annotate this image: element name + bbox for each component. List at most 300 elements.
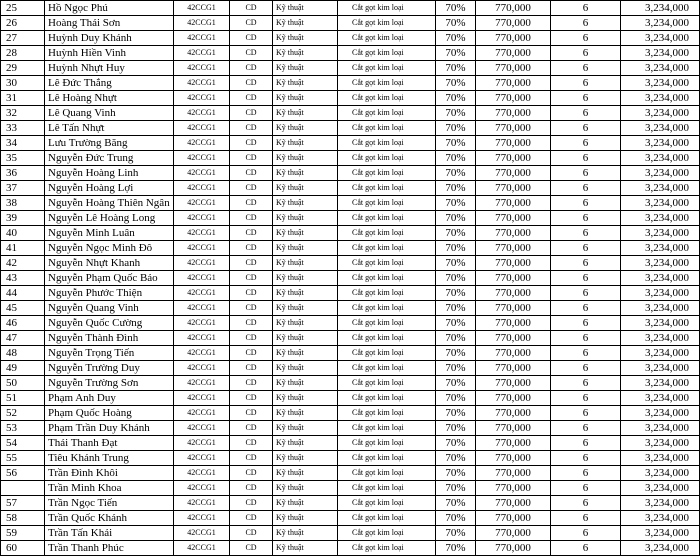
row-number-cell: 40 [1, 226, 45, 241]
education-level-cell: CD [230, 526, 273, 541]
department-cell: Kỹ thuật [273, 241, 338, 256]
major-cell: Cắt gọt kim loại [338, 121, 436, 136]
class-code-cell: 42CCG1 [174, 316, 230, 331]
education-level-cell: CD [230, 481, 273, 496]
monthly-fee-cell: 770,000 [476, 421, 551, 436]
major-cell: Cắt gọt kim loại [338, 136, 436, 151]
department-cell: Kỹ thuật [273, 1, 338, 16]
class-code-cell: 42CCG1 [174, 271, 230, 286]
table-row [1, 436, 700, 451]
education-level-cell: CD [230, 466, 273, 481]
table-row [1, 376, 700, 391]
major-cell: Cắt gọt kim loại [338, 271, 436, 286]
department-cell: Kỹ thuật [273, 421, 338, 436]
major-cell: Cắt gọt kim loại [338, 436, 436, 451]
row-number-cell: 39 [1, 211, 45, 226]
education-level-cell: CD [230, 376, 273, 391]
major-cell: Cắt gọt kim loại [338, 241, 436, 256]
support-percent-cell: 70% [436, 181, 476, 196]
class-code-cell: 42CCG1 [174, 286, 230, 301]
major-cell: Cắt gọt kim loại [338, 316, 436, 331]
monthly-fee-cell: 770,000 [476, 106, 551, 121]
education-level-cell: CD [230, 511, 273, 526]
row-number-cell [1, 481, 45, 496]
months-count-cell: 6 [551, 91, 621, 106]
monthly-fee-cell: 770,000 [476, 1, 551, 16]
student-name-cell: Thái Thanh Đạt [45, 436, 174, 451]
support-percent-cell: 70% [436, 1, 476, 16]
education-level-cell: CD [230, 106, 273, 121]
total-amount-cell: 3,234,000 [621, 181, 700, 196]
department-cell: Kỹ thuật [273, 106, 338, 121]
education-level-cell: CD [230, 496, 273, 511]
major-cell: Cắt gọt kim loại [338, 16, 436, 31]
support-percent-cell: 70% [436, 421, 476, 436]
student-name-cell: Hoàng Thái Sơn [45, 16, 174, 31]
education-level-cell: CD [230, 166, 273, 181]
table-row [1, 286, 700, 301]
department-cell: Kỹ thuật [273, 181, 338, 196]
student-name-cell: Nguyễn Phước Thiện [45, 286, 174, 301]
department-cell: Kỹ thuật [273, 406, 338, 421]
major-cell: Cắt gọt kim loại [338, 331, 436, 346]
total-amount-cell: 3,234,000 [621, 511, 700, 526]
months-count-cell: 6 [551, 16, 621, 31]
department-cell: Kỹ thuật [273, 136, 338, 151]
major-cell: Cắt gọt kim loại [338, 421, 436, 436]
table-row [1, 151, 700, 166]
row-number-cell: 48 [1, 346, 45, 361]
department-cell: Kỹ thuật [273, 16, 338, 31]
class-code-cell: 42CCG1 [174, 211, 230, 226]
education-level-cell: CD [230, 121, 273, 136]
department-cell: Kỹ thuật [273, 196, 338, 211]
total-amount-cell: 3,234,000 [621, 331, 700, 346]
monthly-fee-cell: 770,000 [476, 61, 551, 76]
monthly-fee-cell: 770,000 [476, 256, 551, 271]
monthly-fee-cell: 770,000 [476, 496, 551, 511]
student-name-cell: Nguyễn Lê Hoàng Long [45, 211, 174, 226]
major-cell: Cắt gọt kim loại [338, 511, 436, 526]
monthly-fee-cell: 770,000 [476, 346, 551, 361]
row-number-cell: 57 [1, 496, 45, 511]
department-cell: Kỹ thuật [273, 346, 338, 361]
total-amount-cell: 3,234,000 [621, 106, 700, 121]
total-amount-cell: 3,234,000 [621, 481, 700, 496]
total-amount-cell: 3,234,000 [621, 316, 700, 331]
support-percent-cell: 70% [436, 91, 476, 106]
major-cell: Cắt gọt kim loại [338, 361, 436, 376]
department-cell: Kỹ thuật [273, 61, 338, 76]
total-amount-cell: 3,234,000 [621, 46, 700, 61]
table-row [1, 481, 700, 496]
months-count-cell: 6 [551, 256, 621, 271]
support-percent-cell: 70% [436, 481, 476, 496]
monthly-fee-cell: 770,000 [476, 151, 551, 166]
class-code-cell: 42CCG1 [174, 436, 230, 451]
student-name-cell: Nguyễn Trường Duy [45, 361, 174, 376]
table-row [1, 16, 700, 31]
row-number-cell: 38 [1, 196, 45, 211]
major-cell: Cắt gọt kim loại [338, 211, 436, 226]
total-amount-cell: 3,234,000 [621, 61, 700, 76]
support-percent-cell: 70% [436, 301, 476, 316]
support-percent-cell: 70% [436, 166, 476, 181]
class-code-cell: 42CCG1 [174, 106, 230, 121]
education-level-cell: CD [230, 76, 273, 91]
monthly-fee-cell: 770,000 [476, 436, 551, 451]
education-level-cell: CD [230, 331, 273, 346]
months-count-cell: 6 [551, 271, 621, 286]
row-number-cell: 51 [1, 391, 45, 406]
total-amount-cell: 3,234,000 [621, 196, 700, 211]
row-number-cell: 27 [1, 31, 45, 46]
student-name-cell: Lưu Trường Băng [45, 136, 174, 151]
education-level-cell: CD [230, 406, 273, 421]
total-amount-cell: 3,234,000 [621, 166, 700, 181]
department-cell: Kỹ thuật [273, 46, 338, 61]
table-row [1, 136, 700, 151]
class-code-cell: 42CCG1 [174, 496, 230, 511]
monthly-fee-cell: 770,000 [476, 541, 551, 556]
class-code-cell: 42CCG1 [174, 151, 230, 166]
table-row [1, 391, 700, 406]
total-amount-cell: 3,234,000 [621, 226, 700, 241]
row-number-cell: 52 [1, 406, 45, 421]
support-percent-cell: 70% [436, 496, 476, 511]
class-code-cell: 42CCG1 [174, 511, 230, 526]
class-code-cell: 42CCG1 [174, 361, 230, 376]
support-percent-cell: 70% [436, 346, 476, 361]
table-row [1, 1, 700, 16]
row-number-cell: 44 [1, 286, 45, 301]
major-cell: Cắt gọt kim loại [338, 91, 436, 106]
monthly-fee-cell: 770,000 [476, 196, 551, 211]
class-code-cell: 42CCG1 [174, 136, 230, 151]
student-name-cell: Nguyễn Thành Đình [45, 331, 174, 346]
row-number-cell: 28 [1, 46, 45, 61]
months-count-cell: 6 [551, 466, 621, 481]
student-name-cell: Nguyễn Quang Vinh [45, 301, 174, 316]
monthly-fee-cell: 770,000 [476, 121, 551, 136]
education-level-cell: CD [230, 256, 273, 271]
monthly-fee-cell: 770,000 [476, 16, 551, 31]
table-row [1, 346, 700, 361]
months-count-cell: 6 [551, 61, 621, 76]
class-code-cell: 42CCG1 [174, 481, 230, 496]
row-number-cell: 53 [1, 421, 45, 436]
total-amount-cell: 3,234,000 [621, 496, 700, 511]
education-level-cell: CD [230, 181, 273, 196]
row-number-cell: 43 [1, 271, 45, 286]
education-level-cell: CD [230, 61, 273, 76]
row-number-cell: 54 [1, 436, 45, 451]
total-amount-cell: 3,234,000 [621, 421, 700, 436]
student-name-cell: Phạm Trần Duy Khánh [45, 421, 174, 436]
department-cell: Kỹ thuật [273, 256, 338, 271]
education-level-cell: CD [230, 346, 273, 361]
student-name-cell: Lê Tấn Nhựt [45, 121, 174, 136]
months-count-cell: 6 [551, 391, 621, 406]
student-name-cell: Huỳnh Nhựt Huy [45, 61, 174, 76]
class-code-cell: 42CCG1 [174, 391, 230, 406]
row-number-cell: 59 [1, 526, 45, 541]
student-name-cell: Nguyễn Hoàng Lợi [45, 181, 174, 196]
months-count-cell: 6 [551, 196, 621, 211]
student-name-cell: Nguyễn Hoàng Linh [45, 166, 174, 181]
student-name-cell: Phạm Quốc Hoàng [45, 406, 174, 421]
major-cell: Cắt gọt kim loại [338, 256, 436, 271]
student-name-cell: Hồ Ngọc Phú [45, 1, 174, 16]
education-level-cell: CD [230, 226, 273, 241]
education-level-cell: CD [230, 16, 273, 31]
class-code-cell: 42CCG1 [174, 346, 230, 361]
total-amount-cell: 3,234,000 [621, 376, 700, 391]
monthly-fee-cell: 770,000 [476, 376, 551, 391]
education-level-cell: CD [230, 196, 273, 211]
department-cell: Kỹ thuật [273, 91, 338, 106]
monthly-fee-cell: 770,000 [476, 46, 551, 61]
monthly-fee-cell: 770,000 [476, 166, 551, 181]
department-cell: Kỹ thuật [273, 481, 338, 496]
class-code-cell: 42CCG1 [174, 61, 230, 76]
student-name-cell: Phạm Anh Duy [45, 391, 174, 406]
class-code-cell: 42CCG1 [174, 541, 230, 556]
class-code-cell: 42CCG1 [174, 91, 230, 106]
major-cell: Cắt gọt kim loại [338, 166, 436, 181]
table-row [1, 496, 700, 511]
monthly-fee-cell: 770,000 [476, 211, 551, 226]
table-row [1, 241, 700, 256]
support-percent-cell: 70% [436, 376, 476, 391]
support-percent-cell: 70% [436, 436, 476, 451]
student-name-cell: Lê Quang Vinh [45, 106, 174, 121]
education-level-cell: CD [230, 241, 273, 256]
class-code-cell: 42CCG1 [174, 31, 230, 46]
monthly-fee-cell: 770,000 [476, 301, 551, 316]
total-amount-cell: 3,234,000 [621, 76, 700, 91]
department-cell: Kỹ thuật [273, 436, 338, 451]
education-level-cell: CD [230, 451, 273, 466]
major-cell: Cắt gọt kim loại [338, 181, 436, 196]
months-count-cell: 6 [551, 541, 621, 556]
major-cell: Cắt gọt kim loại [338, 526, 436, 541]
table-row [1, 406, 700, 421]
student-name-cell: Huỳnh Duy Khánh [45, 31, 174, 46]
department-cell: Kỹ thuật [273, 301, 338, 316]
row-number-cell: 36 [1, 166, 45, 181]
table-row [1, 511, 700, 526]
monthly-fee-cell: 770,000 [476, 286, 551, 301]
education-level-cell: CD [230, 391, 273, 406]
months-count-cell: 6 [551, 496, 621, 511]
education-level-cell: CD [230, 1, 273, 16]
row-number-cell: 58 [1, 511, 45, 526]
table-row [1, 301, 700, 316]
monthly-fee-cell: 770,000 [476, 316, 551, 331]
table-row [1, 541, 700, 556]
row-number-cell: 42 [1, 256, 45, 271]
months-count-cell: 6 [551, 241, 621, 256]
support-percent-cell: 70% [436, 241, 476, 256]
major-cell: Cắt gọt kim loại [338, 61, 436, 76]
student-name-cell: Trần Tấn Khải [45, 526, 174, 541]
months-count-cell: 6 [551, 481, 621, 496]
education-level-cell: CD [230, 316, 273, 331]
department-cell: Kỹ thuật [273, 211, 338, 226]
education-level-cell: CD [230, 31, 273, 46]
support-percent-cell: 70% [436, 31, 476, 46]
monthly-fee-cell: 770,000 [476, 136, 551, 151]
months-count-cell: 6 [551, 181, 621, 196]
table-row [1, 121, 700, 136]
student-name-cell: Nguyễn Đức Trung [45, 151, 174, 166]
department-cell: Kỹ thuật [273, 376, 338, 391]
student-name-cell: Nguyễn Ngọc Minh Đô [45, 241, 174, 256]
table-row [1, 181, 700, 196]
monthly-fee-cell: 770,000 [476, 511, 551, 526]
row-number-cell: 55 [1, 451, 45, 466]
table-row [1, 256, 700, 271]
row-number-cell: 33 [1, 121, 45, 136]
row-number-cell: 32 [1, 106, 45, 121]
class-code-cell: 42CCG1 [174, 241, 230, 256]
support-percent-cell: 70% [436, 271, 476, 286]
department-cell: Kỹ thuật [273, 166, 338, 181]
monthly-fee-cell: 770,000 [476, 76, 551, 91]
student-name-cell: Nguyễn Phạm Quốc Bảo [45, 271, 174, 286]
months-count-cell: 6 [551, 316, 621, 331]
support-percent-cell: 70% [436, 211, 476, 226]
support-percent-cell: 70% [436, 361, 476, 376]
support-percent-cell: 70% [436, 331, 476, 346]
education-level-cell: CD [230, 91, 273, 106]
table-row [1, 61, 700, 76]
table-row [1, 331, 700, 346]
class-code-cell: 42CCG1 [174, 421, 230, 436]
support-percent-cell: 70% [436, 46, 476, 61]
support-percent-cell: 70% [436, 136, 476, 151]
support-percent-cell: 70% [436, 16, 476, 31]
monthly-fee-cell: 770,000 [476, 226, 551, 241]
months-count-cell: 6 [551, 346, 621, 361]
row-number-cell: 29 [1, 61, 45, 76]
class-code-cell: 42CCG1 [174, 76, 230, 91]
support-percent-cell: 70% [436, 391, 476, 406]
major-cell: Cắt gọt kim loại [338, 76, 436, 91]
student-name-cell: Nguyễn Trọng Tiến [45, 346, 174, 361]
support-percent-cell: 70% [436, 406, 476, 421]
table-row [1, 76, 700, 91]
monthly-fee-cell: 770,000 [476, 391, 551, 406]
support-percent-cell: 70% [436, 226, 476, 241]
monthly-fee-cell: 770,000 [476, 31, 551, 46]
table-row [1, 451, 700, 466]
total-amount-cell: 3,234,000 [621, 16, 700, 31]
department-cell: Kỹ thuật [273, 331, 338, 346]
class-code-cell: 42CCG1 [174, 196, 230, 211]
total-amount-cell: 3,234,000 [621, 286, 700, 301]
major-cell: Cắt gọt kim loại [338, 391, 436, 406]
class-code-cell: 42CCG1 [174, 1, 230, 16]
support-percent-cell: 70% [436, 106, 476, 121]
row-number-cell: 37 [1, 181, 45, 196]
support-percent-cell: 70% [436, 541, 476, 556]
total-amount-cell: 3,234,000 [621, 406, 700, 421]
monthly-fee-cell: 770,000 [476, 361, 551, 376]
student-name-cell: Trần Ngọc Tiến [45, 496, 174, 511]
table-row [1, 421, 700, 436]
row-number-cell: 41 [1, 241, 45, 256]
class-code-cell: 42CCG1 [174, 301, 230, 316]
education-level-cell: CD [230, 46, 273, 61]
student-name-cell: Nguyễn Minh Luân [45, 226, 174, 241]
education-level-cell: CD [230, 361, 273, 376]
table-body [1, 1, 700, 556]
months-count-cell: 6 [551, 46, 621, 61]
row-number-cell: 31 [1, 91, 45, 106]
row-number-cell: 45 [1, 301, 45, 316]
education-level-cell: CD [230, 211, 273, 226]
support-percent-cell: 70% [436, 526, 476, 541]
months-count-cell: 6 [551, 436, 621, 451]
table-row [1, 91, 700, 106]
education-level-cell: CD [230, 541, 273, 556]
class-code-cell: 42CCG1 [174, 376, 230, 391]
row-number-cell: 35 [1, 151, 45, 166]
total-amount-cell: 3,234,000 [621, 136, 700, 151]
class-code-cell: 42CCG1 [174, 256, 230, 271]
class-code-cell: 42CCG1 [174, 451, 230, 466]
student-name-cell: Trần Đình Khôi [45, 466, 174, 481]
table-row [1, 46, 700, 61]
total-amount-cell: 3,234,000 [621, 541, 700, 556]
major-cell: Cắt gọt kim loại [338, 481, 436, 496]
department-cell: Kỹ thuật [273, 316, 338, 331]
department-cell: Kỹ thuật [273, 496, 338, 511]
total-amount-cell: 3,234,000 [621, 466, 700, 481]
total-amount-cell: 3,234,000 [621, 391, 700, 406]
monthly-fee-cell: 770,000 [476, 181, 551, 196]
months-count-cell: 6 [551, 166, 621, 181]
row-number-cell: 49 [1, 361, 45, 376]
student-name-cell: Trần Thanh Phúc [45, 541, 174, 556]
class-code-cell: 42CCG1 [174, 166, 230, 181]
student-name-cell: Trần Minh Khoa [45, 481, 174, 496]
class-code-cell: 42CCG1 [174, 121, 230, 136]
education-level-cell: CD [230, 421, 273, 436]
monthly-fee-cell: 770,000 [476, 526, 551, 541]
support-percent-cell: 70% [436, 466, 476, 481]
total-amount-cell: 3,234,000 [621, 121, 700, 136]
class-code-cell: 42CCG1 [174, 46, 230, 61]
total-amount-cell: 3,234,000 [621, 271, 700, 286]
major-cell: Cắt gọt kim loại [338, 226, 436, 241]
months-count-cell: 6 [551, 331, 621, 346]
support-percent-cell: 70% [436, 76, 476, 91]
total-amount-cell: 3,234,000 [621, 256, 700, 271]
total-amount-cell: 3,234,000 [621, 451, 700, 466]
table-row [1, 526, 700, 541]
row-number-cell: 46 [1, 316, 45, 331]
months-count-cell: 6 [551, 451, 621, 466]
class-code-cell: 42CCG1 [174, 526, 230, 541]
major-cell: Cắt gọt kim loại [338, 466, 436, 481]
major-cell: Cắt gọt kim loại [338, 451, 436, 466]
total-amount-cell: 3,234,000 [621, 346, 700, 361]
department-cell: Kỹ thuật [273, 511, 338, 526]
months-count-cell: 6 [551, 406, 621, 421]
